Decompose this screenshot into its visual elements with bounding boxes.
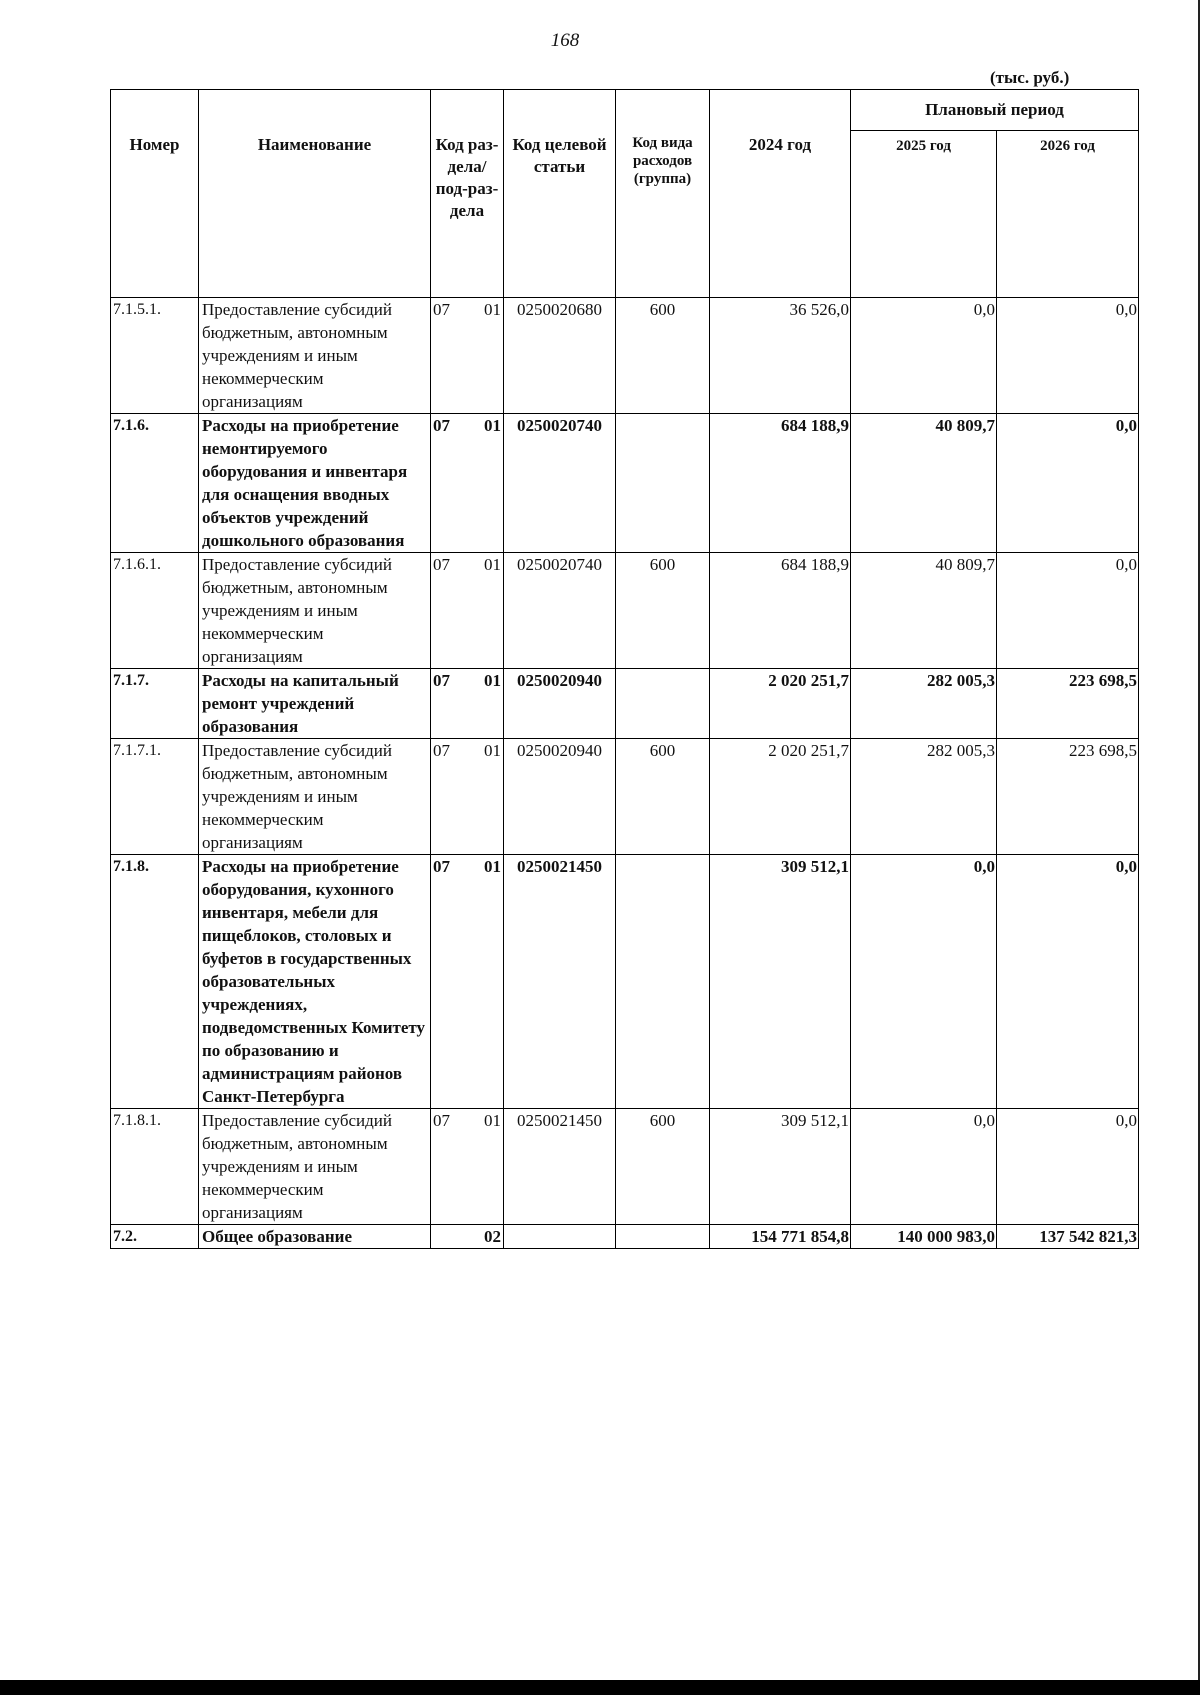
row-2025: 282 005,3: [851, 669, 997, 739]
row-target: 0250020740: [504, 414, 616, 553]
header-2025: 2025 год: [851, 131, 997, 298]
row-2026: 0,0: [997, 855, 1139, 1109]
row-name: Расходы на приобретение немонтируемого оборудования и инвентаря для оснащения вводных объектов учреждений дошкольного образования: [199, 414, 431, 553]
row-2024: 684 188,9: [710, 553, 851, 669]
row-2024: 309 512,1: [710, 855, 851, 1109]
header-planned-period: Плановый период: [851, 90, 1139, 131]
row-kind: 600: [616, 553, 710, 669]
subsection-code: 02: [484, 1227, 501, 1246]
row-kind: 600: [616, 1109, 710, 1225]
subsection-code: 01: [484, 300, 501, 319]
row-number: 7.1.7.1.: [111, 739, 199, 855]
row-2024: 36 526,0: [710, 298, 851, 414]
row-section: [431, 855, 504, 1109]
row-kind: [616, 414, 710, 553]
row-kind: [616, 1225, 710, 1249]
row-2024: 154 771 854,8: [710, 1225, 851, 1249]
row-2026: 0,0: [997, 553, 1139, 669]
section-code: 07: [433, 671, 450, 690]
row-2024: 309 512,1: [710, 1109, 851, 1225]
header-expense-kind: Код вида расходов (группа): [616, 90, 710, 298]
row-section: [431, 553, 504, 669]
row-2026: 223 698,5: [997, 739, 1139, 855]
row-name: Предоставление субсидий бюджетным, автономным учреждениям и иным некоммерческим организациям: [199, 1109, 431, 1225]
header-section-code: Код раз-дела/ под-раз-дела: [431, 90, 504, 298]
section-code: 07: [433, 1111, 450, 1130]
table-row: [111, 414, 1139, 553]
header-2024: 2024 год: [710, 90, 851, 298]
row-number: 7.1.8.1.: [111, 1109, 199, 1225]
section-code: 07: [433, 416, 450, 435]
row-number: 7.1.6.1.: [111, 553, 199, 669]
row-section: [431, 414, 504, 553]
row-name: Расходы на капитальный ремонт учреждений образования: [199, 669, 431, 739]
row-2025: 40 809,7: [851, 414, 997, 553]
row-number: 7.1.5.1.: [111, 298, 199, 414]
row-2026: 0,0: [997, 414, 1139, 553]
row-kind: [616, 669, 710, 739]
row-number: 7.1.7.: [111, 669, 199, 739]
row-name: Предоставление субсидий бюджетным, автономным учреждениям и иным некоммерческим организациям: [199, 553, 431, 669]
section-code: 07: [433, 857, 450, 876]
row-kind: [616, 855, 710, 1109]
section-code: 07: [433, 555, 450, 574]
row-2024: 2 020 251,7: [710, 669, 851, 739]
row-number: 7.1.6.: [111, 414, 199, 553]
row-2026: 137 542 821,3: [997, 1225, 1139, 1249]
row-target: 0250021450: [504, 1109, 616, 1225]
row-2025: 0,0: [851, 855, 997, 1109]
header-target-code: Код целевой статьи: [504, 90, 616, 298]
units-label: (тыс. руб.): [990, 68, 1070, 87]
subsection-code: 01: [484, 416, 501, 435]
row-2025: 40 809,7: [851, 553, 997, 669]
section-code: 07: [433, 300, 450, 319]
row-target: [504, 1225, 616, 1249]
header-2026: 2026 год: [997, 131, 1139, 298]
table-row: [111, 553, 1139, 669]
subsection-code: 01: [484, 741, 501, 760]
row-section: [431, 669, 504, 739]
row-target: 0250020940: [504, 669, 616, 739]
row-section: [431, 1109, 504, 1225]
row-target: 0250021450: [504, 855, 616, 1109]
row-name: Предоставление субсидий бюджетным, автономным учреждениям и иным некоммерческим организациям: [199, 298, 431, 414]
row-number: 7.1.8.: [111, 855, 199, 1109]
row-2025: 0,0: [851, 1109, 997, 1225]
row-number: 7.2.: [111, 1225, 199, 1249]
subsection-code: 01: [484, 1111, 501, 1130]
row-2026: 223 698,5: [997, 669, 1139, 739]
subsection-code: 01: [484, 555, 501, 574]
row-2026: 0,0: [997, 1109, 1139, 1225]
scan-footer-bar: [0, 1680, 1200, 1695]
subsection-code: 01: [484, 857, 501, 876]
row-name: Расходы на приобретение оборудования, кухонного инвентаря, мебели для пищеблоков, столовых и буфетов в государственных образовательных учреждениях, подведомственных Комитету по образованию и администрациям районов Санкт-Петербурга: [199, 855, 431, 1109]
budget-table: [110, 89, 1139, 1249]
row-section: [431, 739, 504, 855]
table-row: [111, 298, 1139, 414]
header-name: Наименование: [199, 90, 431, 298]
section-code: 07: [433, 741, 450, 760]
table-row: [111, 739, 1139, 855]
row-target: 0250020680: [504, 298, 616, 414]
table-row: [111, 1109, 1139, 1225]
table-row: [111, 669, 1139, 739]
row-kind: 600: [616, 739, 710, 855]
subsection-code: 01: [484, 671, 501, 690]
row-section: [431, 298, 504, 414]
row-name: Общее образование: [199, 1225, 431, 1249]
header-number: Номер: [111, 90, 199, 298]
row-section: [431, 1225, 504, 1249]
row-2025: 282 005,3: [851, 739, 997, 855]
row-kind: 600: [616, 298, 710, 414]
row-2024: 2 020 251,7: [710, 739, 851, 855]
row-target: 0250020740: [504, 553, 616, 669]
row-name: Предоставление субсидий бюджетным, автономным учреждениям и иным некоммерческим организациям: [199, 739, 431, 855]
row-2025: 0,0: [851, 298, 997, 414]
row-2025: 140 000 983,0: [851, 1225, 997, 1249]
page-number: 168: [550, 30, 580, 51]
table-row: [111, 855, 1139, 1109]
table-row: [111, 1225, 1139, 1249]
row-2026: 0,0: [997, 298, 1139, 414]
row-target: 0250020940: [504, 739, 616, 855]
row-2024: 684 188,9: [710, 414, 851, 553]
